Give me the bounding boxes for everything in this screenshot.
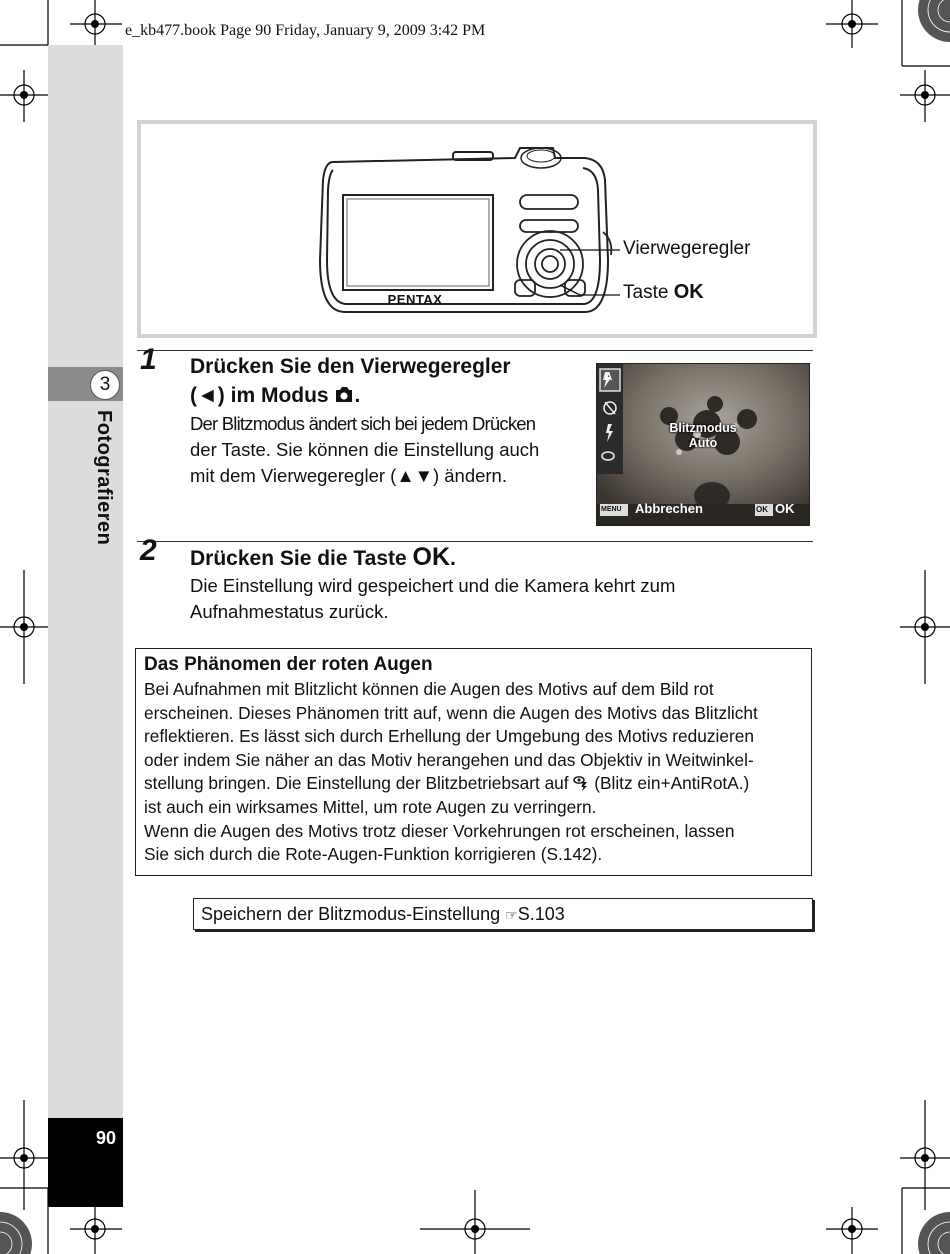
- step2-heading-end: .: [450, 547, 456, 570]
- lcd-cancel-label: Abbrechen: [635, 501, 703, 516]
- note-line: Wenn die Augen des Motivs trotz dieser Vorkehrungen rot erscheinen, lassen: [144, 820, 735, 841]
- page-reference-hand-icon: ☞: [505, 907, 518, 923]
- note-title: Das Phänomen der roten Augen: [144, 654, 433, 675]
- step1-heading-line2: [190, 381, 590, 410]
- camera-brand-logo: PENTAX: [387, 292, 443, 307]
- label-four-way-controller: Vierwegeregler: [623, 238, 751, 259]
- red-eye-note: [135, 648, 812, 876]
- note-line-with-icon: [144, 772, 803, 796]
- lcd-mode-caption: [657, 421, 749, 451]
- step1-heading-line1: Drücken Sie den Vierwegeregler: [190, 355, 511, 378]
- step2-heading-text: Drücken Sie die Taste: [190, 547, 413, 570]
- step1-body-line: mit dem Vierwegeregler (▲▼) ändern.: [190, 465, 507, 486]
- lcd-ok-key: OK: [756, 505, 768, 514]
- reference-text: Speichern der Blitzmodus-Einstellung: [201, 904, 506, 924]
- label-ok-key: OK: [673, 281, 704, 303]
- page-number: 90: [95, 1128, 116, 1148]
- step2-body-line: Aufnahmestatus zurück.: [190, 601, 389, 622]
- label-ok-button: [623, 281, 704, 304]
- reference-page-link[interactable]: S.103: [517, 904, 565, 924]
- camera-mode-icon: [334, 386, 354, 403]
- chapter-sidebar: [48, 45, 123, 1207]
- note-line: reflektieren. Es lässt sich durch Erhellung der Umgebung des Motivs reduzieren: [144, 726, 754, 747]
- step1-divider: [137, 350, 813, 351]
- step2-body-line: Die Einstellung wird gespeichert und die Kamera kehrt zum: [190, 575, 676, 596]
- camera-lcd-screen: [596, 363, 810, 526]
- note-line: Sie sich durch die Rote-Augen-Funktion korrigieren (S.142).: [144, 844, 603, 865]
- step2-heading-key: OK: [412, 543, 451, 571]
- lcd-mode-value: Auto: [688, 436, 718, 450]
- step1-body: [190, 411, 590, 489]
- lcd-selected-icon-label: A: [605, 372, 613, 383]
- step1-body-line: der Taste. Sie können die Einstellung auch: [190, 439, 540, 460]
- step1-heading-end: .: [354, 384, 361, 407]
- step1-heading-line2-text: (◄) im Modus: [190, 384, 329, 407]
- book-file-header: e_kb477.book Page 90 Friday, January 9, 2009 3:42 PM: [125, 22, 486, 39]
- note-line-part: (Blitz ein+AntiRotA.): [589, 773, 750, 794]
- step2-divider: [137, 541, 813, 542]
- chapter-number: 3: [90, 370, 120, 400]
- callout-lines: [560, 240, 622, 300]
- lcd-mode-title: Blitzmodus: [669, 421, 737, 435]
- label-ok-prefix: Taste: [623, 282, 674, 303]
- step1-body-line: Der Blitzmodus ändert sich bei jedem Drücken: [190, 413, 536, 434]
- step2-heading: [190, 543, 790, 573]
- step2-body: [190, 573, 790, 625]
- chapter-title: Fotografieren: [93, 410, 115, 546]
- note-line: ist auch ein wirksames Mittel, um rote Augen zu verringern.: [144, 796, 597, 817]
- step2-number: 2: [140, 534, 157, 567]
- settings-reference-box: [193, 898, 813, 930]
- step1-number: 1: [140, 343, 157, 376]
- lcd-menu-key: MENU: [601, 506, 622, 513]
- note-line: erscheinen. Dieses Phänomen tritt auf, wenn die Augen des Motivs das Blitzlicht: [144, 702, 758, 723]
- note-line-part: stellung bringen. Die Einstellung der Blitzbetriebsart auf: [144, 773, 569, 794]
- red-eye-flash-icon: [573, 775, 589, 791]
- note-line: oder indem Sie näher an das Motiv herangehen und das Objektiv in Weitwinkel-: [144, 749, 754, 770]
- step1-heading: [190, 352, 590, 410]
- lcd-ok-label: OK: [775, 501, 795, 516]
- note-line: Bei Aufnahmen mit Blitzlicht können die Augen des Motivs auf dem Bild rot: [144, 679, 714, 699]
